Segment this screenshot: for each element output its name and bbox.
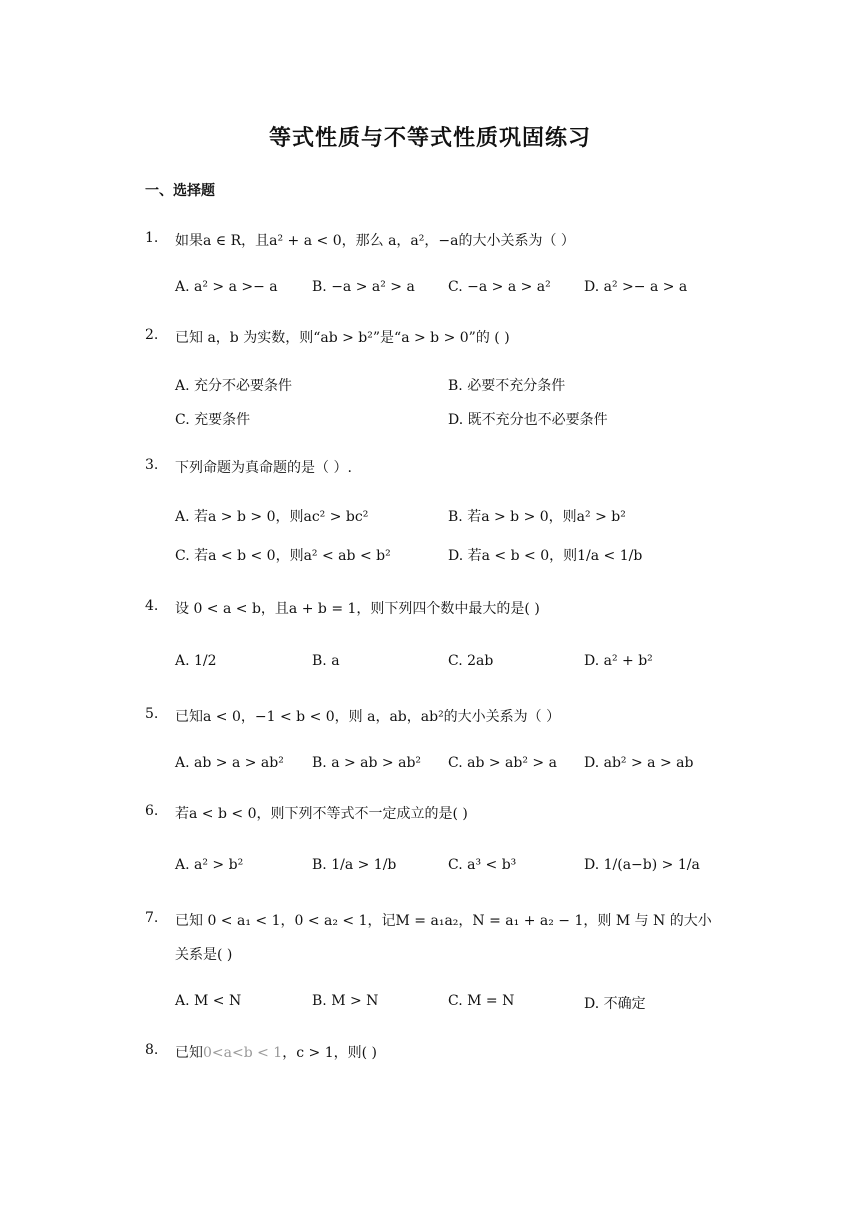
option-a: A. 1/2 — [175, 653, 217, 669]
question-stem-continued: 关系是( ) — [175, 947, 233, 963]
question-number: 3. — [145, 457, 159, 473]
option-c: C. ab > ab² > a — [448, 755, 557, 771]
option-c: C. −a > a > a² — [448, 279, 551, 295]
question-number: 7. — [145, 910, 159, 926]
option-c: C. 充要条件 — [175, 412, 251, 428]
question-number: 2. — [145, 327, 159, 343]
option-a: A. a² > b² — [175, 857, 244, 873]
question-stem: 下列命题为真命题的是（ ）. — [175, 460, 352, 476]
question-number: 4. — [145, 598, 159, 614]
option-a: A. 若a > b > 0，则ac² > bc² — [175, 509, 369, 525]
option-b: B. 若a > b > 0，则a² > b² — [448, 509, 626, 525]
question-number: 5. — [145, 706, 159, 722]
question-stem — [175, 1042, 377, 1062]
option-d: D. 若a < b < 0，则1/a < 1/b — [448, 548, 643, 564]
question-number: 8. — [145, 1042, 159, 1058]
option-d: D. a² >− a > a — [584, 279, 688, 295]
page-title: 等式性质与不等式性质巩固练习 — [268, 126, 591, 151]
option-c: C. a³ < b³ — [448, 857, 517, 873]
option-b: B. M > N — [312, 993, 379, 1009]
question-number: 6. — [145, 803, 159, 819]
option-c: C. 2ab — [448, 653, 494, 669]
option-b: B. −a > a² > a — [312, 279, 415, 295]
option-a: A. ab > a > ab² — [175, 755, 284, 771]
option-b: B. 必要不充分条件 — [448, 378, 566, 394]
option-b: B. a > ab > ab² — [312, 755, 422, 771]
option-a: A. M < N — [175, 993, 242, 1009]
stem-suffix: ，c > 1，则( ) — [282, 1045, 377, 1061]
option-d: D. ab² > a > ab — [584, 755, 694, 771]
stem-faded-expression: 0<a<b < 1 — [203, 1045, 283, 1061]
stem-prefix: 已知 — [175, 1045, 203, 1061]
section-heading: 一、选择题 — [145, 183, 215, 199]
question-stem: 若a < b < 0，则下列不等式不一定成立的是( ) — [175, 806, 468, 822]
option-a: A. 充分不必要条件 — [175, 378, 293, 394]
option-d: D. 1/(a−b) > 1/a — [584, 857, 700, 873]
question-stem: 已知 a，b 为实数，则“ab > b²”是“a > b > 0”的 ( ) — [175, 330, 510, 346]
option-d: D. 不确定 — [584, 996, 646, 1012]
question-stem: 已知a < 0，−1 < b < 0，则 a，ab，ab²的大小关系为（ ） — [175, 709, 561, 725]
option-c: C. 若a < b < 0，则a² < ab < b² — [175, 548, 391, 564]
option-d: D. 既不充分也不必要条件 — [448, 412, 608, 428]
question-stem: 如果a ∈ R，且a² + a < 0，那么 a，a²，−a的大小关系为（ ） — [175, 233, 575, 249]
question-number: 1. — [145, 230, 159, 246]
option-b: B. a — [312, 653, 340, 669]
question-stem: 已知 0 < a₁ < 1，0 < a₂ < 1，记M = a₁a₂，N = a₁ + a₂ − 1，则 M 与 N 的大小 — [175, 913, 712, 929]
option-a: A. a² > a >− a — [175, 279, 278, 295]
question-stem: 设 0 < a < b，且a + b = 1，则下列四个数中最大的是( ) — [175, 601, 540, 617]
option-c: C. M = N — [448, 993, 515, 1009]
option-d: D. a² + b² — [584, 653, 653, 669]
option-b: B. 1/a > 1/b — [312, 857, 397, 873]
